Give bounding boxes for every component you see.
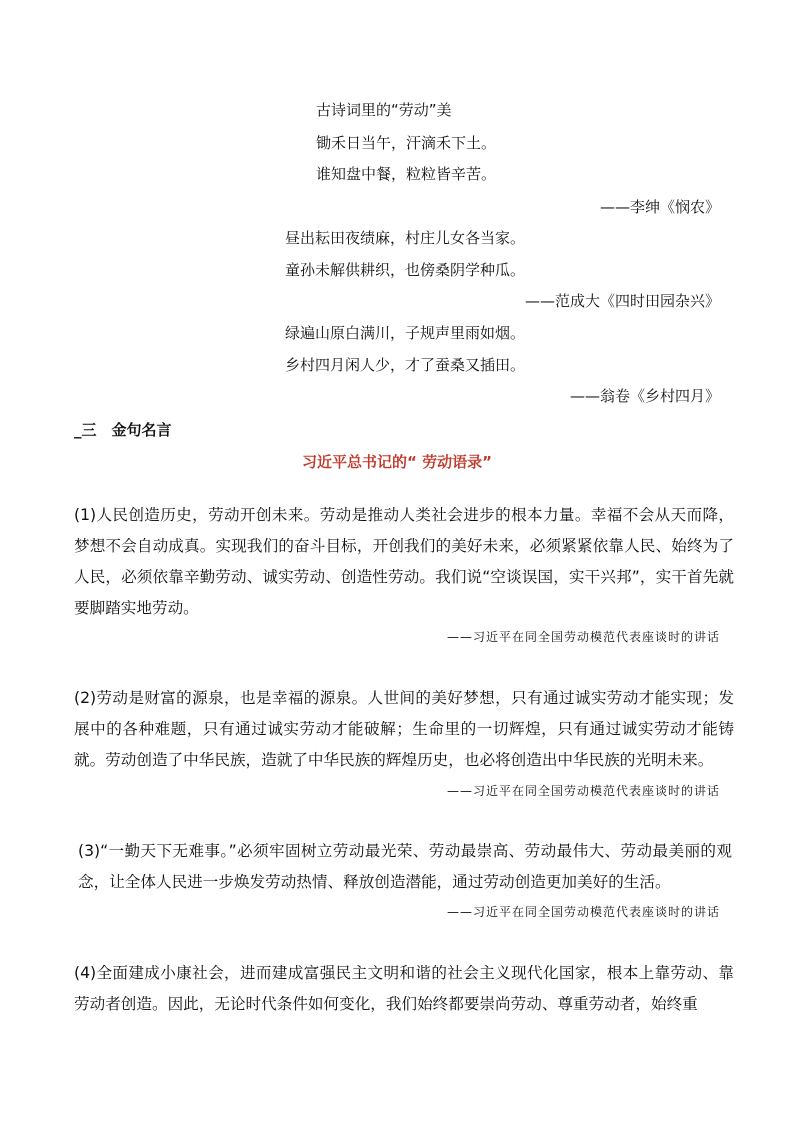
poem-section-title: 古诗词里的“劳动”美	[316, 101, 452, 119]
quote-1-source: ——习近平在同全国劳动模范代表座谈时的讲话	[446, 630, 720, 644]
poem3-line2: 乡村四月闲人少，才了蚕桑又插田。	[285, 356, 526, 374]
quote-4-text: (4)全面建成小康社会，进而建成富强民主文明和谐的社会主义现代化国家，根本上靠劳动、靠劳动者创造。因此，无论时代条件如何变化，我们始终都要崇尚劳动、尊重劳动者，始终重	[74, 964, 734, 1013]
section-heading: _三 金句名言	[74, 421, 172, 439]
quote-1-text: (1)人民创造历史，劳动开创未来。劳动是推动人类社会进步的根本力量。幸福不会从天而降，梦想不会自动成真。实现我们的奋斗目标，开创我们的美好未来，必须紧紧依靠人民、始终为了人民，必须依靠辛勤劳动、诚实劳动、创造性劳动。我们说“空谈误国，实干兴邦”，实干首先就要脚踏实地劳动。	[74, 506, 734, 617]
quote-3-source: ——习近平在同全国劳动模范代表座谈时的讲话	[446, 905, 720, 919]
quote-2-text: (2)劳动是财富的源泉，也是幸福的源泉。人世间的美好梦想，只有通过诚实劳动才能实现；发展中的各种难题，只有通过诚实劳动才能破解；生命里的一切辉煌，只有通过诚实劳动才能铸就。劳动创造了中华民族，造就了中华民族的辉煌历史，也必将创造出中华民族的光明未来。	[74, 689, 734, 769]
poem1-attribution: ——李绅《悯农》	[599, 198, 720, 216]
quotes-title: 习近平总书记的“ 劳动语录”	[302, 453, 492, 471]
poem1-line1: 锄禾日当午，汗滴禾下土。	[316, 134, 497, 152]
poem2-attribution: ——范成大《四时田园杂兴》	[524, 292, 720, 310]
poem2-line2: 童孙未解供耕织，也傍桑阴学种瓜。	[285, 261, 526, 279]
poem3-attribution: ——翁卷《乡村四月》	[569, 387, 720, 405]
quote-2-source: ——习近平在同全国劳动模范代表座谈时的讲话	[446, 784, 720, 798]
poem1-line2: 谁知盘中餐，粒粒皆辛苦。	[316, 165, 497, 183]
quote-3-text: (3)“一勤天下无难事。”必须牢固树立劳动最光荣、劳动最崇高、劳动最伟大、劳动最美丽的观念，让全体人民进一步焕发劳动热情、释放创造潜能，通过劳动创造更加美好的生活。	[78, 842, 732, 891]
poem3-line1: 绿遍山原白满川，子规声里雨如烟。	[285, 324, 526, 342]
poem2-line1: 昼出耘田夜绩麻，村庄儿女各当家。	[285, 229, 526, 247]
